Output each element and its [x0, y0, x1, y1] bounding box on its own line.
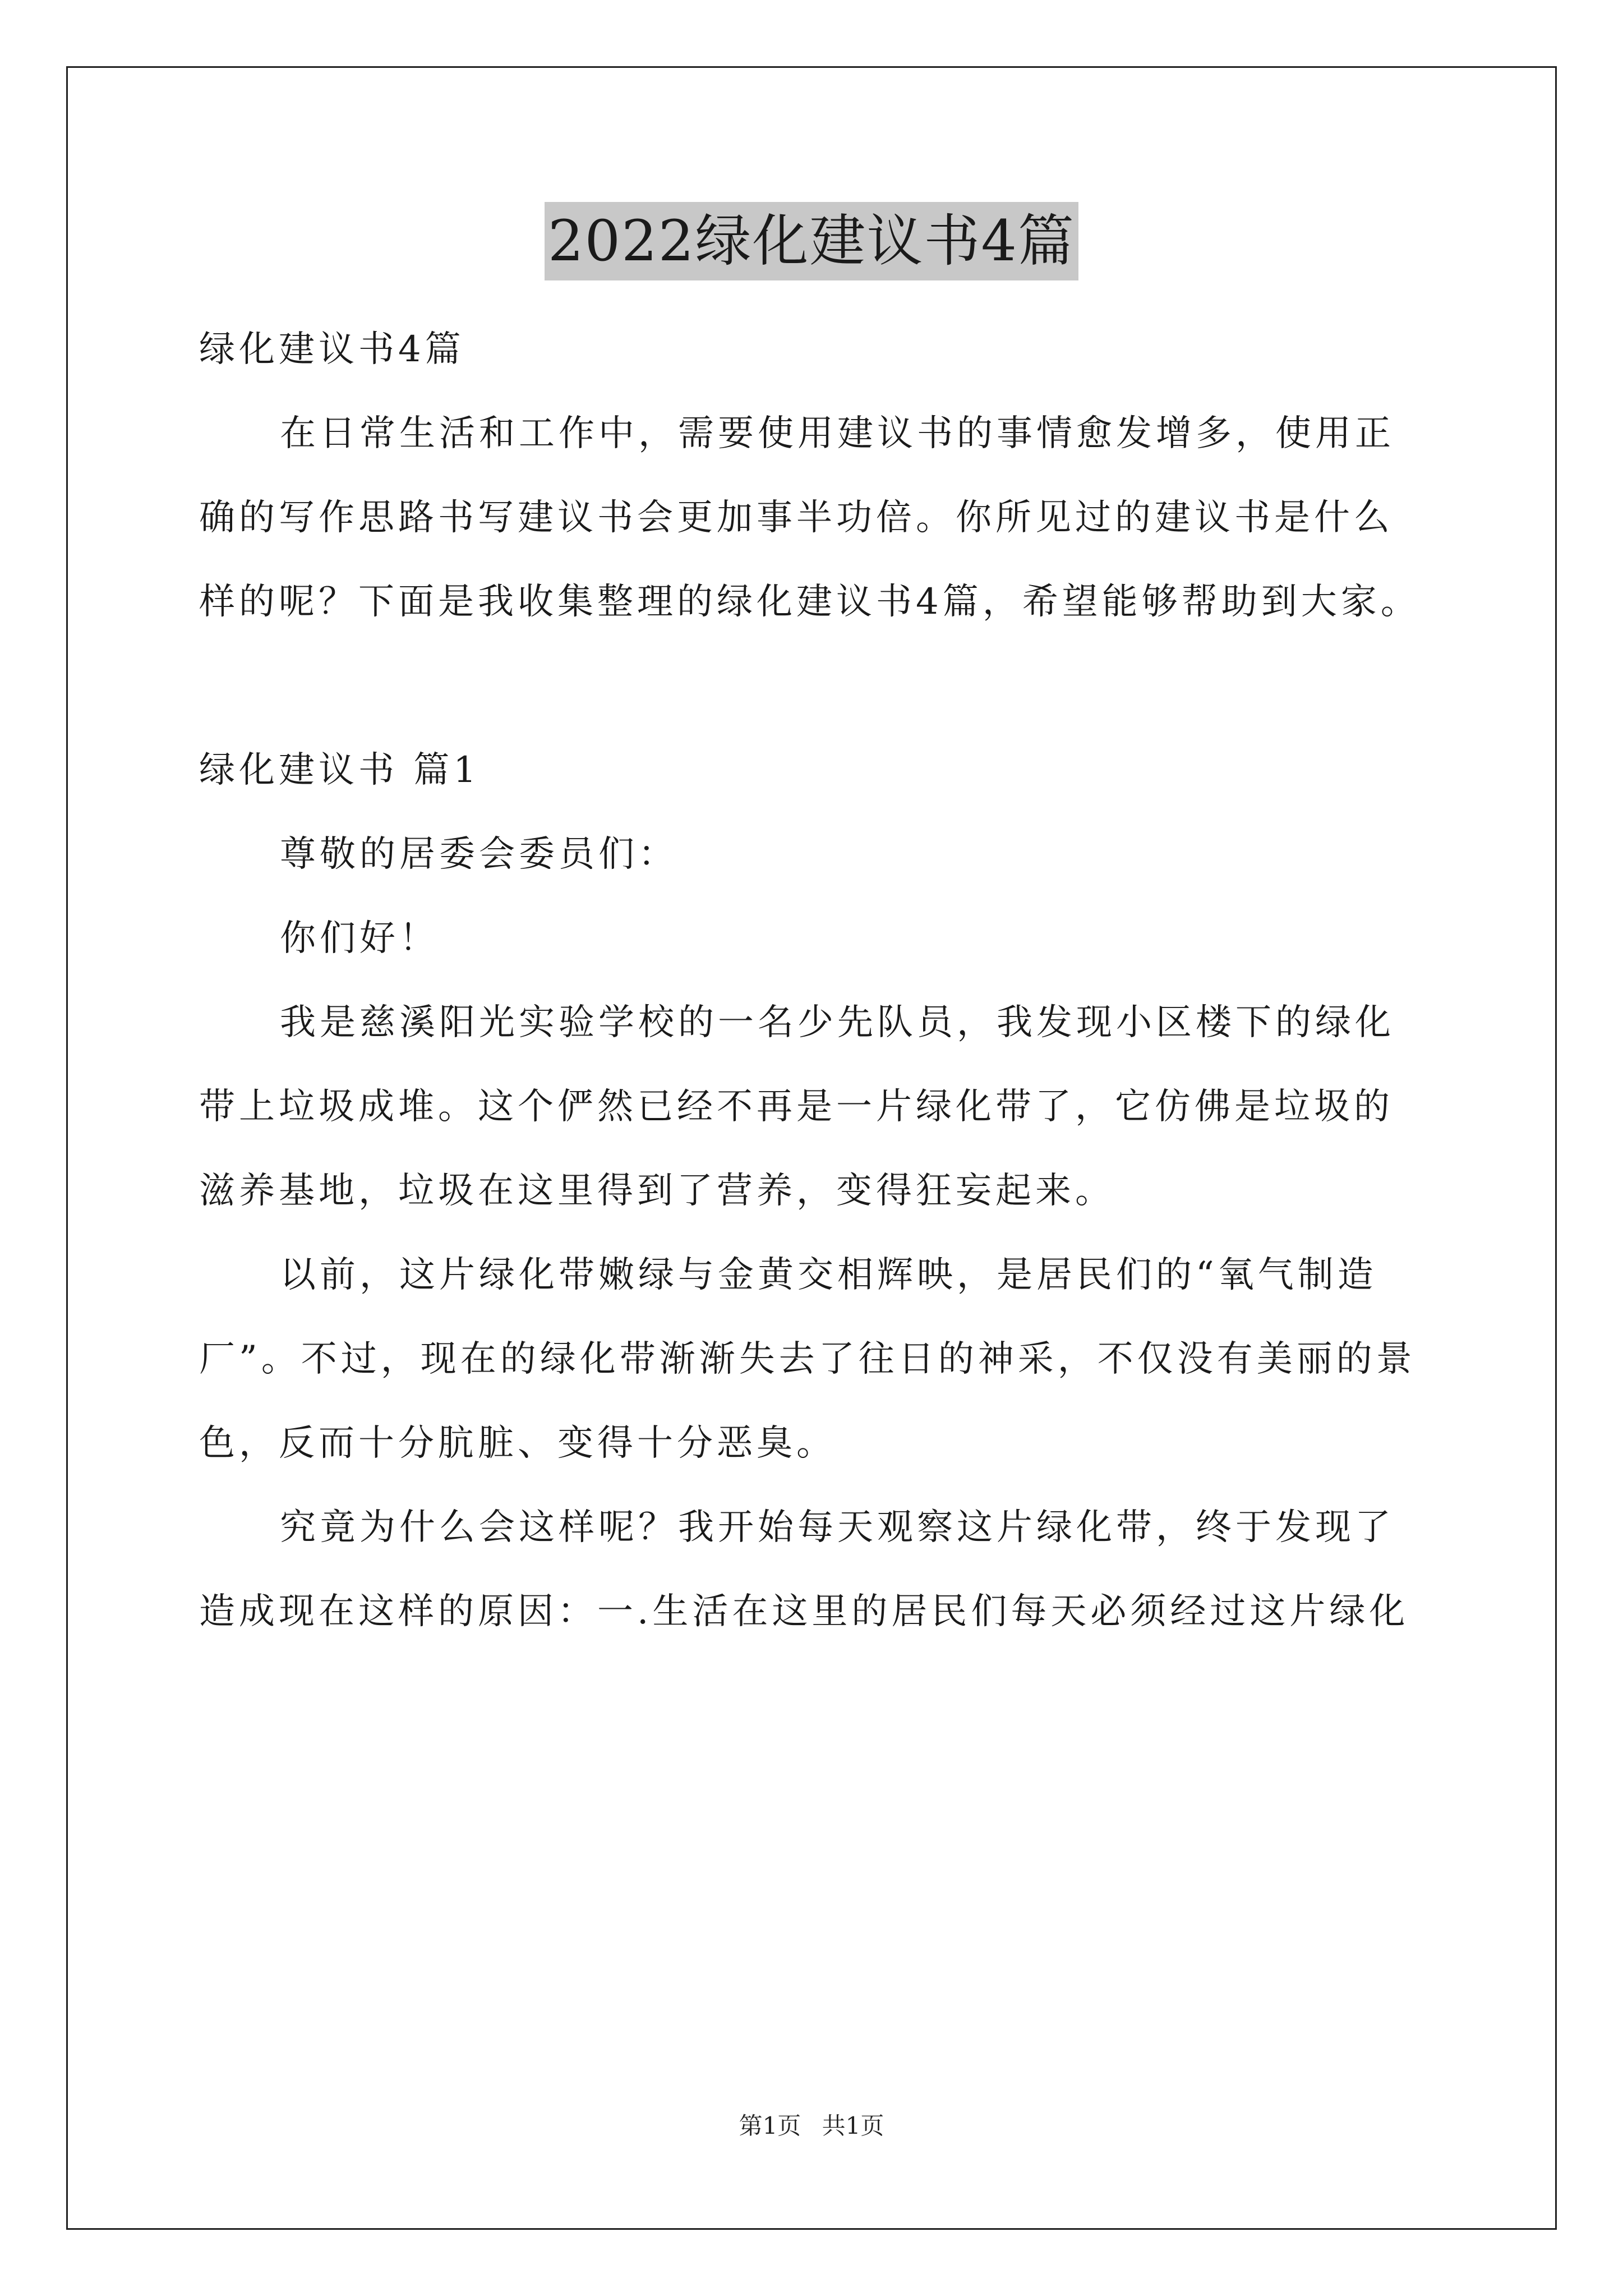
text-line: 样的呢？下面是我收集整理的绿化建议书4篇，希望能够帮助到大家。	[199, 581, 1421, 623]
page-number: 第1页	[739, 2112, 801, 2139]
page-total: 共1页	[822, 2112, 884, 2139]
text-line: 在日常生活和工作中，需要使用建议书的事情愈发增多，使用正	[280, 413, 1395, 454]
text-line: 色，反而十分肮脏、变得十分恶臭。	[199, 1423, 836, 1464]
text-line: 你们好！	[280, 918, 439, 959]
text-line: 究竟为什么会这样呢？我开始每天观察这片绿化带，终于发现了	[280, 1507, 1395, 1548]
text-line: 绿化建议书 篇1	[199, 749, 481, 791]
text-line: 绿化建议书4篇	[199, 329, 465, 370]
text-line: 尊敬的居委会委员们：	[280, 834, 678, 875]
text-line: 确的写作思路书写建议书会更加事半功倍。你所见过的建议书是什么	[199, 497, 1394, 539]
text-line: 以前，这片绿化带嫩绿与金黄交相辉映，是居民们的“氧气制造	[280, 1254, 1377, 1296]
document-body	[199, 307, 1433, 1654]
title-container	[0, 202, 1623, 280]
text-line: 带上垃圾成堆。这个俨然已经不再是一片绿化带了，它仿佛是垃圾的	[199, 1086, 1394, 1128]
text-line: 厂”。不过，现在的绿化带渐渐失去了往日的神采，不仅没有美丽的景	[199, 1338, 1416, 1380]
text-line: 我是慈溪阳光实验学校的一名少先队员，我发现小区楼下的绿化	[280, 1002, 1395, 1043]
text-line: 造成现在这样的原因：一.生活在这里的居民们每天必须经过这片绿化	[199, 1591, 1409, 1632]
text-line: 滋养基地，垃圾在这里得到了营养，变得狂妄起来。	[199, 1170, 1115, 1212]
document-title: 2022绿化建议书4篇	[545, 202, 1078, 280]
blank-line	[199, 644, 1433, 728]
page-footer	[0, 2109, 1623, 2143]
